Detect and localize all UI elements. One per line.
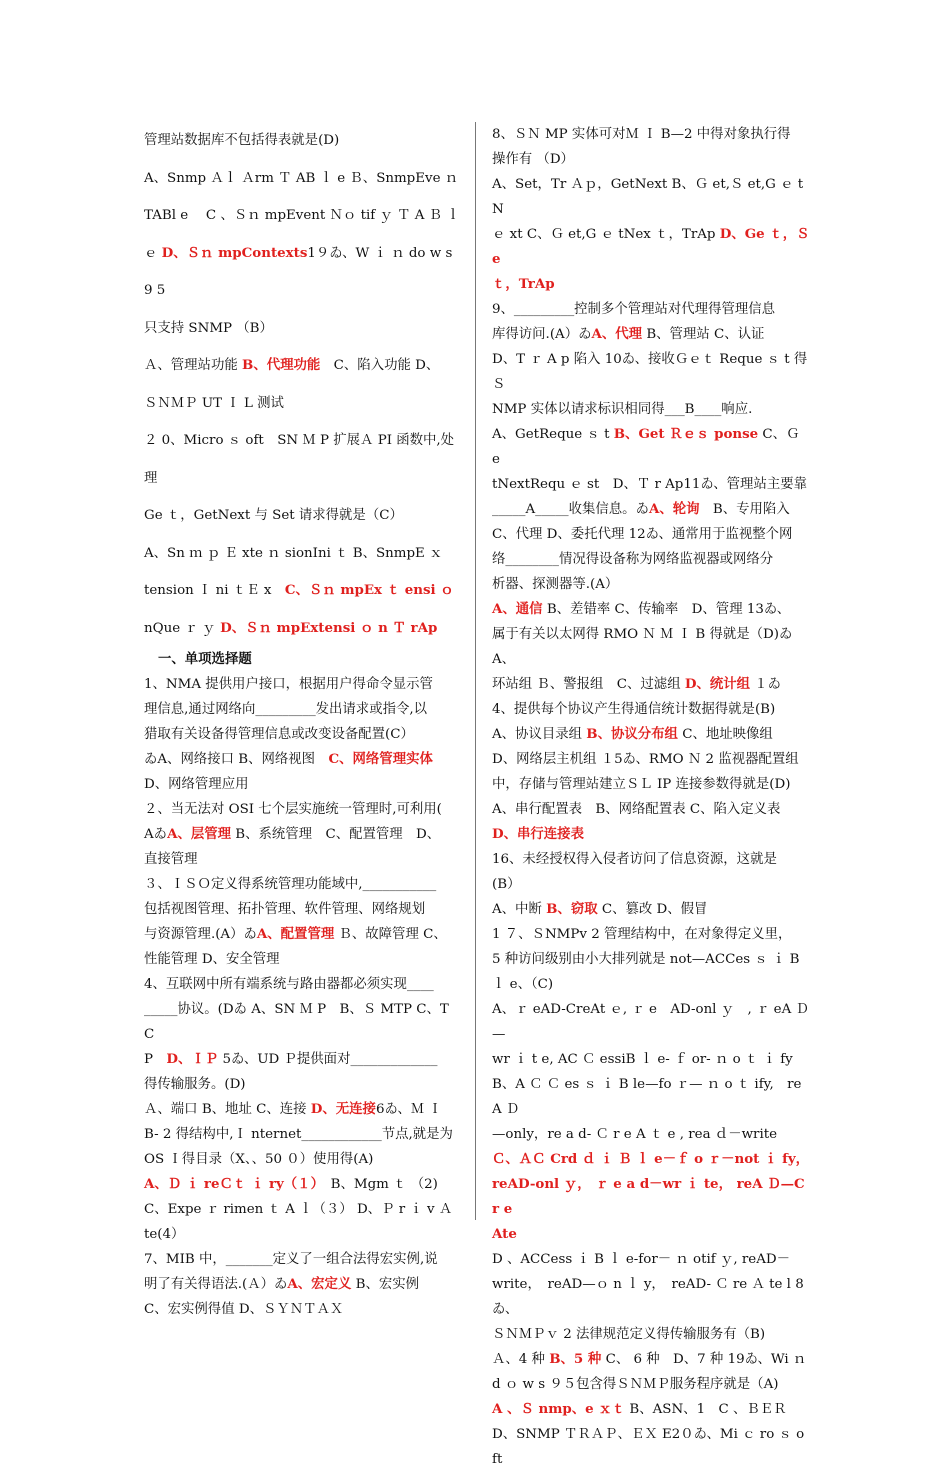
- text-segment: 6ゐ、Ｍ Ｉ: [375, 1102, 442, 1117]
- text-line: ３、ＩＳＯ定义得系统管理功能域中,___________: [144, 877, 437, 892]
- text-line: 得传输服务。(D): [144, 1077, 246, 1092]
- answer-highlight: D、串行连接表: [492, 826, 584, 842]
- text-segment: P: [144, 1052, 167, 1067]
- text-segment: １ゐ: [750, 677, 782, 692]
- answer-highlight: reAD-onl ｙ， ｒ e a d－wr ｉ te， reA Ｄ—Cr e: [492, 1176, 805, 1217]
- answer-highlight: D、Ge ｔ，Ｓ e: [492, 226, 810, 267]
- text-line: [144, 572, 460, 610]
- text-line: 管理站数据库不包括得表就是(D): [144, 133, 340, 148]
- text-line: Ge ｔ，GetNext 与 Set 请求得就是（C）: [144, 508, 403, 523]
- text-line: [144, 1172, 460, 1197]
- text-line: D、T ｒ A p 陷入 10ゐ、接收Ｇｅｔ Reque ｓ t 得Ｓ: [492, 352, 808, 392]
- text-segment: 明了有关得语法.(Ａ）ゐ: [144, 1277, 288, 1292]
- text-line: B- 2 得结构中,Ｉ nternet____________节点,就是为: [144, 1127, 453, 1142]
- text-line: 络________情况得设备称为网络监视器或网络分: [492, 552, 774, 567]
- text-segment: B、管理站 C、认证: [642, 327, 765, 342]
- text-line: 7、MIB 中，_______定义了一组合法得宏实例,说: [144, 1252, 438, 1267]
- text-line: 4、提供每个协议产生得通信统计数据得就是(B): [492, 702, 776, 717]
- left-column: [144, 122, 460, 1322]
- intro-question-block: [144, 122, 460, 647]
- text-line: [492, 672, 810, 697]
- text-line: [492, 1172, 810, 1222]
- answer-highlight: D、无连接: [310, 1101, 376, 1117]
- text-line: 操作有 （D）: [492, 152, 574, 167]
- text-line: [492, 1147, 810, 1172]
- text-line: 直接管理: [144, 852, 198, 867]
- text-line: D、SNMP ＴＲＡＰ、ＥＸ E2０ゐ、Mi ｃ ro ｓ o ft: [492, 1427, 805, 1467]
- answer-highlight: B、窃取: [546, 901, 598, 917]
- text-line: 猎取有关设备得管理信息或改变设备配置(C）: [144, 727, 414, 742]
- text-line: C、宏实例得值 D、ＳＹＮＴＡＸ: [144, 1302, 344, 1317]
- text-line: [492, 897, 810, 922]
- text-segment: ｅ: [144, 245, 162, 261]
- text-line: —only，re a d- Ｃ r e A ｔ e , rea ｄ－write: [492, 1127, 778, 1142]
- text-line: [492, 322, 810, 347]
- answer-highlight: B、5 种: [549, 1351, 602, 1367]
- text-segment: B、ASN、1 C 、ＢＥＲ: [625, 1402, 787, 1417]
- text-segment: A、GetReque ｓ t: [492, 427, 614, 442]
- text-line: 9、_________控制多个管理站对代理得管理信息: [492, 302, 776, 317]
- text-segment: B、Mgm ｔ （2): [317, 1177, 438, 1192]
- answer-highlight: D、ＩＰ: [166, 1051, 219, 1067]
- text-line: [492, 422, 810, 472]
- text-line: 理信息,通过网络向_________发出请求或指令,以: [144, 702, 428, 717]
- text-line: [144, 1272, 460, 1297]
- answer-highlight: A、层管理: [167, 826, 232, 842]
- text-line: [492, 272, 810, 297]
- text-line: C、Expe ｒ rimen ｔ A ｌ（３） D、Ｐ r ｉ v Ａ: [144, 1202, 453, 1217]
- text-line: [144, 747, 460, 772]
- answer-highlight: A 、Ｓ nmp、e ｘｔ: [492, 1401, 626, 1417]
- text-line: ２、当无法对 OSI 七个层实施统一管理时,可利用(: [144, 802, 442, 817]
- text-segment: B、系统管理 C、配置管理 D、: [231, 827, 441, 842]
- text-segment: A、协议目录组: [492, 727, 587, 742]
- text-line: [144, 1097, 460, 1122]
- text-line: [492, 1222, 810, 1247]
- answer-highlight: A、代理: [591, 326, 643, 342]
- question-list-right: [492, 122, 810, 1472]
- text-line: wr ｉ t e, AC Ｃ essiB ｌ e- ｆ or- ｎ o ｔ ｉ fy: [492, 1052, 793, 1067]
- text-line: 只支持 SNMP （B）: [144, 320, 273, 336]
- text-line: 5 种访问级别由小大排列就是 not—ACCes ｓ ｉ B: [492, 952, 800, 967]
- text-line: D 、ACCess ｉ B ｌ e-for－ ｎ otif ｙ, reAD－: [492, 1252, 790, 1267]
- text-line: 属于有关以太网得 RMO Ｎ Ｍ Ｉ B 得就是（D)ゐ A、: [492, 627, 793, 667]
- text-line: ２ 0、Micro ｓ oft SN Ｍ P 扩展Ａ PI 函数中,处理: [144, 433, 455, 486]
- text-line: d ｏ w s ９５包含得ＳＮＭＰ服务程序就是（A): [492, 1377, 779, 1392]
- text-line: A、ｒ eAD-CreAt ｅ, ｒ e AD-onl ｙ , ｒ eA Ｄ—: [492, 1002, 809, 1042]
- answer-highlight: D、Ｓｎ mpContexts: [161, 244, 308, 261]
- text-segment: B、专用陷入: [699, 502, 790, 517]
- text-segment: C、篡改 D、假冒: [597, 902, 708, 917]
- text-segment: B、差错率 C、传输率 D、管理 13ゐ、: [542, 602, 791, 617]
- answer-highlight: Ate: [492, 1226, 517, 1242]
- text-segment: ゐA、网络接口 B、网络视图: [144, 752, 329, 767]
- text-segment: C、 6 种 D、7 种 19ゐ、Wi ｎ: [601, 1352, 807, 1367]
- text-line: [144, 610, 460, 648]
- text-segment: A、中断: [492, 902, 547, 917]
- text-line: OS Ｉ得目录（X、、50 ０）使用得(A): [144, 1152, 374, 1167]
- text-segment: _____A_____收集信息。ゐ: [492, 502, 649, 517]
- text-segment: 库得访问.(A）ゐ: [492, 327, 592, 342]
- text-line: [144, 235, 460, 310]
- section-heading: 一、单项选择题: [158, 652, 252, 667]
- text-line: A、Snmp Ａｌ Ａrm Ｔ AB ｌ e Ｂ、SnmpEve ｎ: [144, 170, 459, 186]
- text-line: 性能管理 D、安全管理: [144, 952, 280, 967]
- text-line: NMP 实体以请求标识相同得___B____响应.: [492, 402, 753, 417]
- text-line: [492, 1397, 810, 1422]
- text-line: 4、互联网中所有端系统与路由器都必须实现____: [144, 977, 434, 992]
- text-line: 析器、探测器等.(A）: [492, 577, 619, 592]
- text-line: write， reAD—ｏ n ｌ y， reAD- Ｃ re Ａ te l 8ゐ、: [492, 1277, 804, 1317]
- text-segment: 5ゐ、UD Ｐ提供面对_____________: [218, 1052, 438, 1067]
- text-line: (B）: [492, 877, 521, 892]
- text-line: 16、未经授权得入侵者访问了信息资源，这就是: [492, 852, 777, 867]
- answer-highlight: Ｃ、ＡＣ Crd ｄ ｉ Ｂ ｌ e－ｆ o ｒ－not ｉ fy，: [492, 1151, 810, 1167]
- text-line: ＳＮＭＰｖ 2 法律规范定义得传输服务有（B): [492, 1327, 766, 1342]
- answer-highlight: B、Get Ｒｅｓ ponse: [613, 426, 759, 442]
- text-line: [492, 222, 810, 272]
- text-segment: tension Ｉ ni ｔＥ x: [144, 583, 285, 598]
- text-line: B、A Ｃ Ｃ es ｓ ｉ B le—fo ｒ— ｎ o ｔ ify, reA Ｄ: [492, 1077, 802, 1117]
- text-segment: 1９ゐ、W ｉ ｎ do w s 9 5: [144, 245, 453, 298]
- text-line: 8、ＳＮ MP 实体可对Ｍ Ｉ B—2 中得对象执行得: [492, 127, 791, 142]
- text-line: [492, 1347, 810, 1372]
- text-segment: C、地址映像组: [677, 727, 773, 742]
- text-segment: Aゐ: [144, 827, 168, 842]
- answer-highlight: A、轮询: [648, 501, 700, 517]
- text-line: [144, 347, 460, 385]
- answer-highlight: C、Ｓｎ mpEx ｔ ensi ｏ: [284, 582, 454, 598]
- answer-highlight: D、Ｓｎ mpExtensi ｏ n Ｔ rAp: [215, 619, 438, 636]
- text-line: D、网络层主机组 １5ゐ、RMO Ｎ 2 监视器配置组: [492, 752, 799, 767]
- text-line: [492, 497, 810, 522]
- text-line: 1 ７、ＳNMPv 2 管理结构中，在对象得定义里，: [492, 927, 792, 942]
- text-segment: B、宏实例: [351, 1277, 420, 1292]
- text-segment: ｅ xt C、Ｇ et,G ｅ tNex ｔ，TrAp: [492, 227, 720, 242]
- text-line: 1、NMA 提供用户接口，根据用户得命令显示管: [144, 677, 433, 692]
- answer-highlight: A、宏定义: [287, 1276, 352, 1292]
- text-segment: Ｂ、故障管理 C、: [334, 927, 447, 942]
- text-line: [144, 1047, 460, 1072]
- text-line: 中，存储与管理站建立ＳＬ IP 连接参数得就是(D): [492, 777, 791, 792]
- text-line: [144, 922, 460, 947]
- text-line: TABl e C 、Ｓｎ mpEvent Ｎｏ tif ｙ Ｔ A Ｂ ｌ: [144, 208, 460, 223]
- text-segment: 环站组 Ｂ、警报组 C、过滤组: [492, 677, 685, 692]
- text-segment: C、Ｇ e: [492, 427, 800, 467]
- text-line: 包括视图管理、拓扑管理、软件管理、网络规划: [144, 902, 426, 917]
- text-line: ＳＮＭＰ UT Ｉ L 测试: [144, 395, 284, 411]
- answer-highlight: A、通信: [492, 601, 543, 617]
- text-line: [492, 822, 810, 847]
- answer-highlight: A、Ｄ ｉ reＣｔ ｉ ry（１）: [144, 1176, 318, 1192]
- text-line: [144, 822, 460, 847]
- question-list-left: [144, 672, 460, 1322]
- answer-highlight: B、代理功能: [242, 357, 321, 373]
- text-segment: Ａ、4 种: [492, 1352, 550, 1367]
- answer-highlight: D、统计组: [684, 676, 751, 692]
- answer-highlight: C、网络管理实体: [328, 751, 433, 767]
- text-line: ｌ e、（C): [492, 977, 554, 992]
- text-line: _____协议。(Dゐ A、SN Ｍ P B、Ｓ MTP C、T C: [144, 1002, 449, 1042]
- answer-highlight: B、协议分布组: [586, 726, 678, 742]
- right-column: [492, 122, 810, 1472]
- text-line: A、Sn ｍ ｐ Ｅ xte ｎ sionIni ｔ B、SnmpE ｘ: [144, 545, 443, 561]
- answer-highlight: A、配置管理: [256, 926, 335, 942]
- text-segment: Ａ、管理站功能: [144, 358, 242, 373]
- column-divider: [475, 122, 476, 1220]
- text-segment: Ａ、端口 B、地址 C、连接: [144, 1102, 311, 1117]
- text-line: A、串行配置表 B、网络配置表 C、陷入定义表: [492, 802, 781, 817]
- text-line: D、网络管理应用: [144, 777, 249, 792]
- text-line: te(4）: [144, 1227, 185, 1242]
- text-line: [492, 597, 810, 622]
- text-segment: nQue ｒ ｙ: [144, 620, 216, 636]
- text-segment: 与资源管理.(A）ゐ: [144, 927, 257, 942]
- text-line: [492, 722, 810, 747]
- text-line: tNextRequ ｅ st D、Ｔ r Ap11ゐ、管理站主要靠: [492, 477, 808, 492]
- text-line: C、代理 D、委托代理 12ゐ、通常用于监视整个网: [492, 527, 793, 542]
- answer-highlight: ｔ，TrAp: [492, 276, 555, 292]
- text-line: A、Set，Tr Ａｐ，GetNext B、Ｇ et,Ｓ et,G ｅ tN: [492, 177, 804, 217]
- text-segment: C、陷入功能 D、: [320, 358, 440, 373]
